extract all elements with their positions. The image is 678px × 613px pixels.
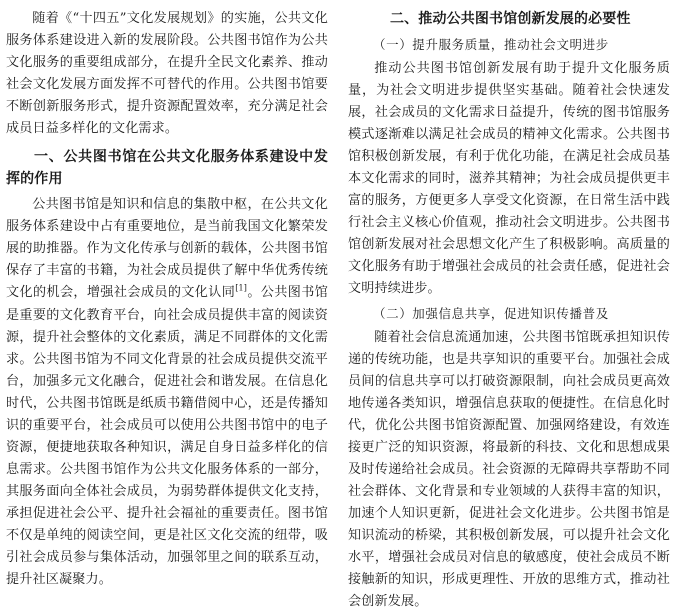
section-heading-2: 二、推动公共图书馆创新发展的必要性: [390, 11, 631, 27]
subsection-2-paragraph: 随着社会信息流通加速，公共图书馆既承担知识传递的传统功能，也是共享知识的重要平台。加强社会成员间的信息共享可以打破资源限制，向社会成员更高效地传递各类知识，增强信息获取的便捷性。在信息化时代，优化公共图书馆资源配置、加强网络建设，有效连接更广泛的知识资源，将最新的科技、文化和思想成果及时传递给社会成员。社会资源的无障碍共享帮助不同社会群体、文化背景和专业领域的人获得丰富的知识，加速个人知识更新，促进社会文化进步。公共图书馆是知识流动的桥梁，其积极创新发展，可以提升社会文化水平，增强社会成员对信息的敏感度，使社会成员不断接触新的知识，形成更理性、开放的思维方式，推动社会创新发展。: [348, 329, 670, 610]
subsection-heading-2: （二）加强信息共享，促进知识传播普及: [373, 305, 609, 321]
subsection-1-paragraph: 推动公共图书馆创新发展有助于提升文化服务质量，为社会文明进步提供坚实基础。随着社会快速发展，社会成员的文化需求日益提升，传统的图书馆服务模式逐渐难以满足社会成员的精神文化需求。公共图书馆积极创新发展，有利于优化功能，在满足社会成员基本文化需求的同时，滋养其精神；为社会成员提供更丰富的服务，方便更多人享受文化资源，在日常生活中践行社会主义核心价值观，推动社会文明进步。公共图书馆创新发展对社会思想文化产生了积极影响。高质量的文化服务有助于增强社会成员的社会责任感，促进社会文明持续进步。: [348, 61, 670, 297]
section-1-paragraph: [6, 194, 328, 591]
section-1-text-a: 公共图书馆是知识和信息的集散中枢，在公共文化服务体系建设中占有重要地位，是当前我国文化繁荣发展的助推器。作为文化传承与创新的载体，公共图书馆保存了丰富的书籍，为社会成员提供了解中华优秀传统文化的机会，增强社会成员的文化认同: [6, 197, 328, 301]
left-column: [6, 8, 328, 591]
right-column: [348, 8, 670, 613]
subsection-heading-1: （一）提升服务质量，推动社会文明进步: [373, 37, 609, 52]
citation-ref-1: [1]: [235, 284, 248, 294]
intro-paragraph: 随着《“十四五”文化发展规划》的实施，公共文化服务体系建设进入新的发展阶段。公共图书馆作为公共文化服务的重要组成部分，在提升全民文化素养、推动社会文化发展方面发挥不可替代的作用。公共图书馆要不断创新服务形式，提升资源配置效率，充分满足社会成员日益多样化的文化需求。: [6, 11, 328, 137]
section-1-text-b: 。公共图书馆是重要的文化教育平台，向社会成员提供丰富的阅读资源，提升社会整体的文化素质，满足不同群体的文化需求。公共图书馆为不同文化背景的社会成员提供交流平台，加强多元文化融合，促进社会和谐发展。在信息化时代，公共图书馆既是纸质书籍借阅中心，还是传播知识的重要平台，社会成员可以使用公共图书馆中的电子资源，便捷地获取各种知识，满足自身日益多样化的信息需求。公共图书馆作为公共文化服务体系的一部分，其服务面向全体社会成员，为弱势群体提供文化支持，承担促进社会公平、提升社会福祉的重要责任。图书馆不仅是单纯的阅读空间，更是社区文化交流的纽带，吸引社会成员参与集体活动，加强邻里之间的联系互动，提升社区凝聚力。: [6, 285, 328, 588]
section-heading-1: 一、公共图书馆在公共文化服务体系建设中发挥的作用: [6, 149, 328, 188]
